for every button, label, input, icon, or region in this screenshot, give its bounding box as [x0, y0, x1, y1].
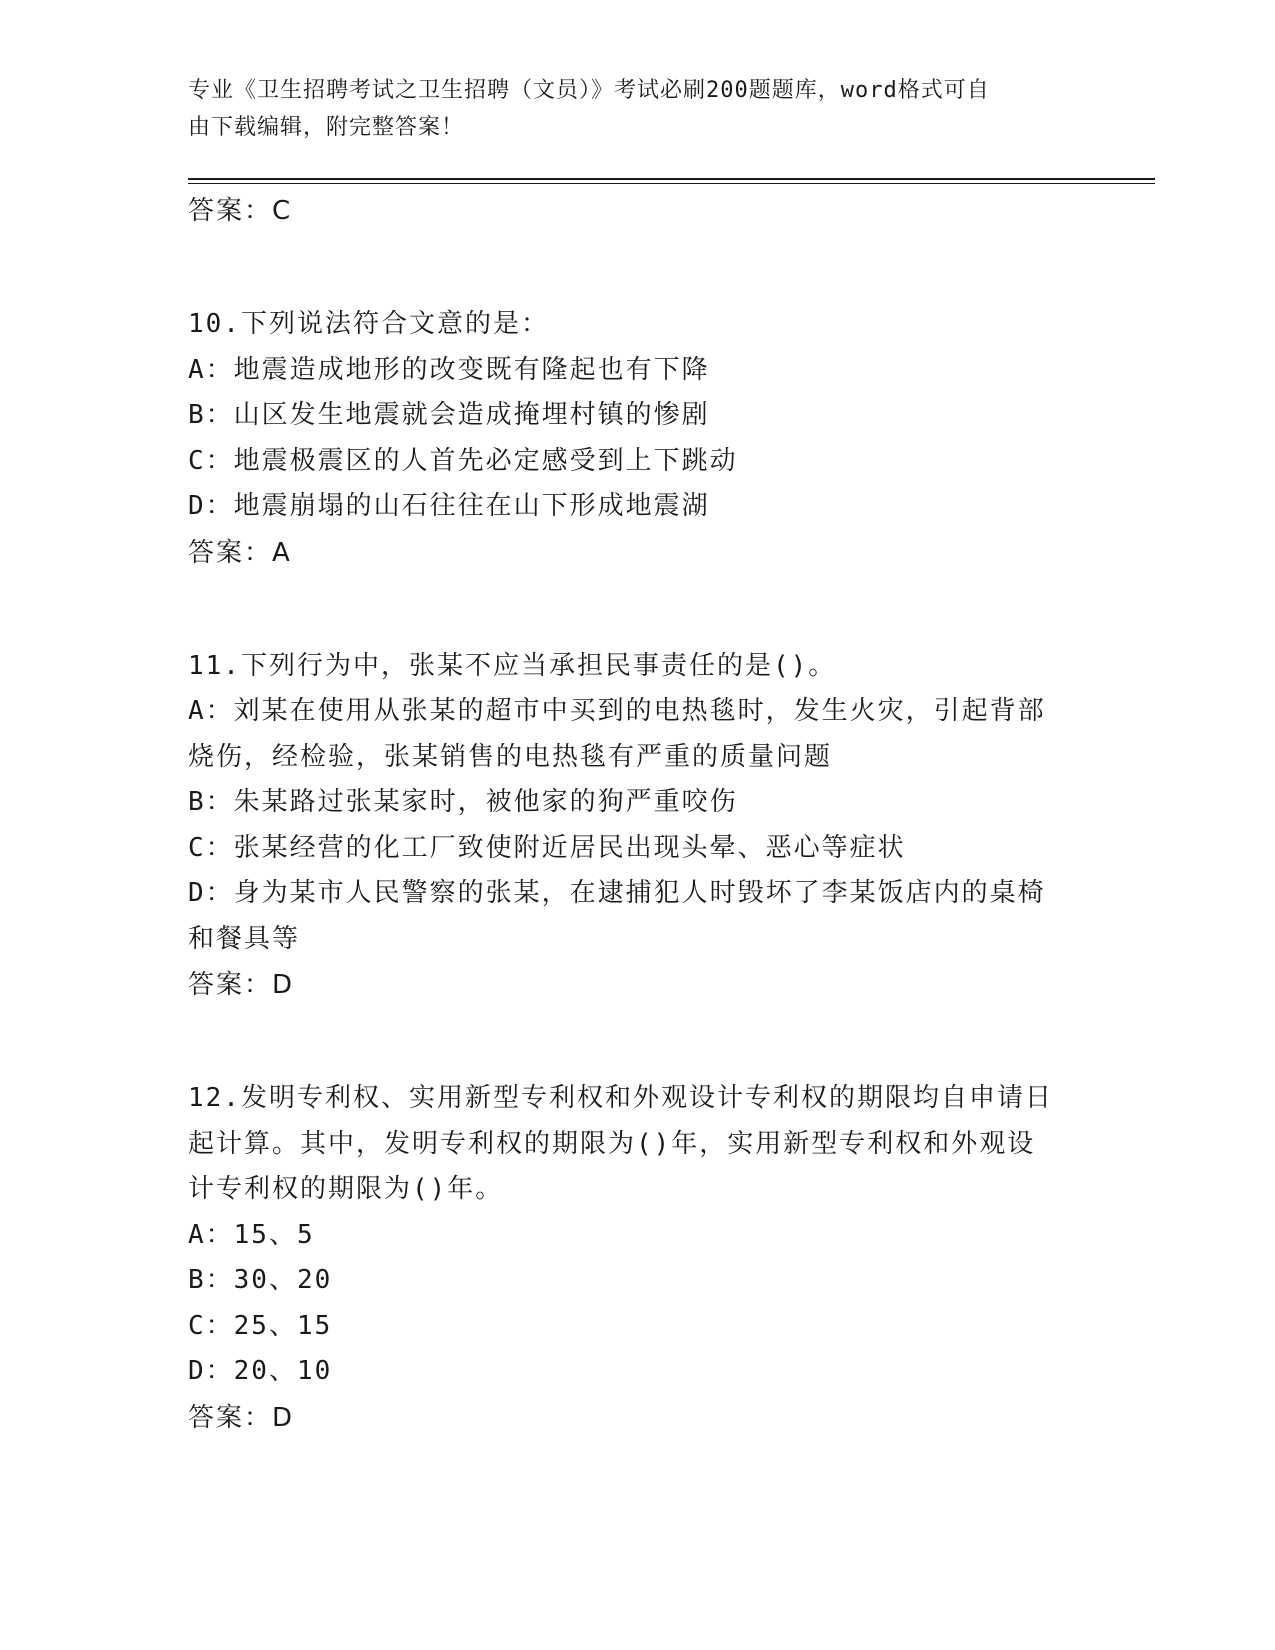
answer-value: D	[272, 970, 294, 1000]
answer-line	[188, 962, 1088, 1008]
answer-value: D	[272, 1402, 294, 1433]
answer-option: A：刘某在使用从张某的超市中买到的电热毯时，发生火灾，引起背部	[188, 696, 1046, 726]
answer-option: A：地震造成地形的改变既有隆起也有下降	[188, 354, 710, 385]
question-spacer	[188, 234, 1088, 302]
header-line: 专业《卫生招聘考试之卫生招聘（文员）》考试必刷200题题库，word格式可自	[188, 78, 990, 103]
question-stem: 11.下列行为中，张某不应当承担民事责任的是()。	[188, 650, 837, 681]
question-stem: 12.发明专利权、实用新型专利权和外观设计专利权的期限均自申请日	[188, 1083, 1053, 1113]
answer-option: D：地震崩塌的山石往往在山下形成地震湖	[188, 491, 710, 521]
answer-value: C	[272, 196, 292, 226]
answer-option: C：25、15	[188, 1310, 333, 1341]
answer-option: B：山区发生地震就会造成掩埋村镇的惨剧	[188, 400, 710, 430]
question-stem: 计专利权的期限为()年。	[188, 1174, 504, 1204]
answer-label: 答案：	[188, 537, 273, 568]
question-stem: 起计算。其中，发明专利权的期限为()年，实用新型专利权和外观设	[188, 1128, 1036, 1159]
question-spacer	[188, 576, 1088, 644]
answer-label: 答案：	[188, 1402, 273, 1433]
question-spacer	[188, 1008, 1088, 1076]
question-block	[188, 234, 1088, 576]
answer-line	[188, 530, 1088, 576]
answer-label: 答案：	[188, 970, 273, 1000]
answer-option: 烧伤，经检验，张某销售的电热毯有严重的质量问题	[188, 741, 833, 772]
answer-option: A：15、5	[188, 1219, 315, 1250]
answer-option: B：朱某路过张某家时，被他家的狗严重咬伤	[188, 787, 738, 817]
answer-option: C：张某经营的化工厂致使附近居民出现头晕、恶心等症状	[188, 832, 906, 863]
header-divider	[188, 178, 1155, 180]
answer-line	[188, 1395, 1088, 1441]
answer-value: A	[272, 537, 291, 568]
answer-option: C：地震极震区的人首先必定感受到上下跳动	[188, 445, 738, 476]
question-list	[188, 234, 1088, 1441]
header-line: 由下载编辑，附完整答案！	[188, 115, 465, 140]
answer-option: B：30、20	[188, 1265, 333, 1295]
page-header	[188, 72, 1068, 146]
question-stem: 10.下列说法符合文意的是：	[188, 309, 549, 339]
question-block	[188, 1008, 1088, 1441]
answer-label: 答案：	[188, 196, 273, 226]
answer-option: 和餐具等	[188, 923, 301, 954]
answer-option: D：身为某市人民警察的张某，在逮捕犯人时毁坏了李某饭店内的桌椅	[188, 878, 1046, 908]
question-block	[188, 576, 1088, 1009]
answer-line	[188, 188, 1088, 234]
answer-option: D：20、10	[188, 1356, 333, 1386]
document-body	[188, 188, 1088, 1441]
header-divider-thin	[188, 183, 1155, 184]
